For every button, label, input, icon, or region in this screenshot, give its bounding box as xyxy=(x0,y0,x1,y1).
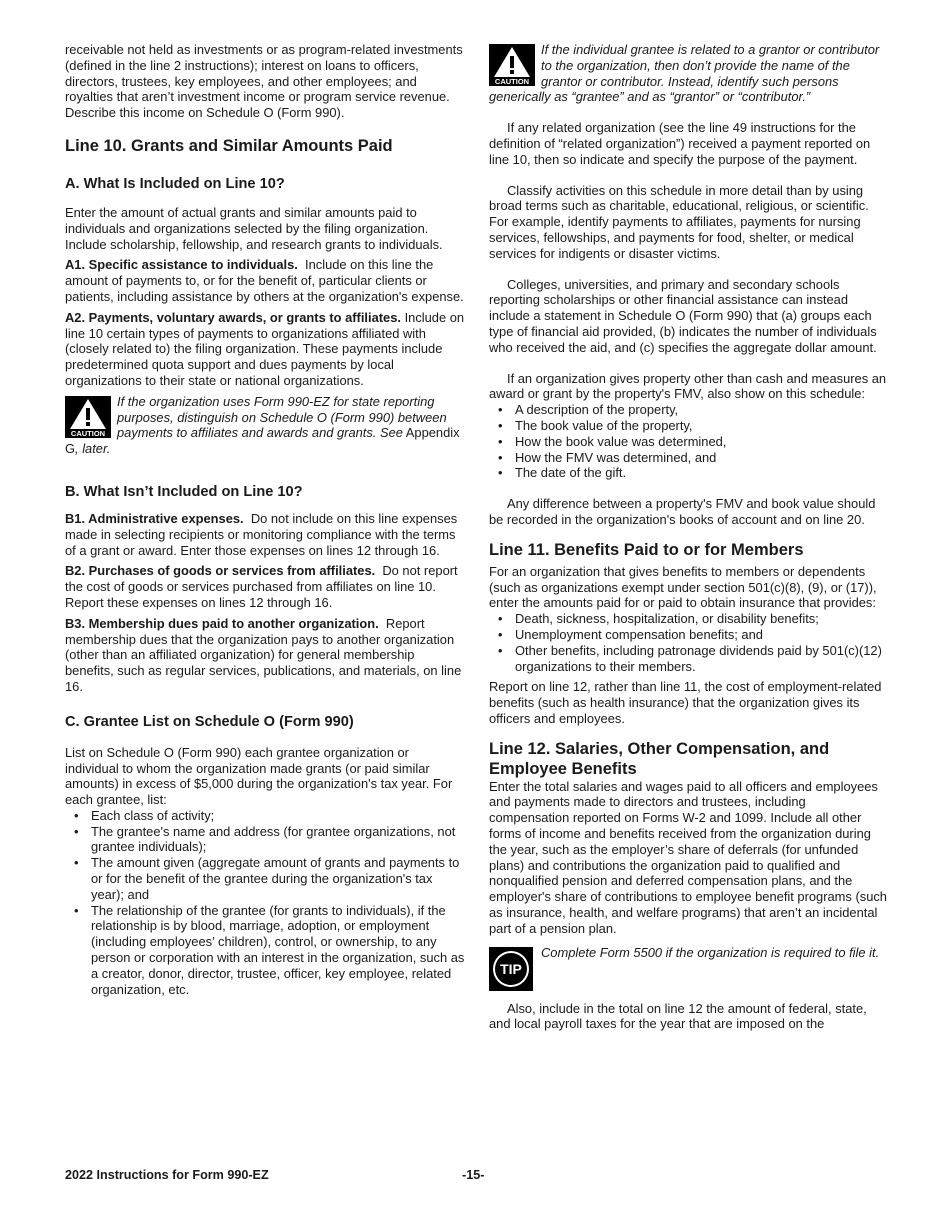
section-c-heading: C. Grantee List on Schedule O (Form 990) xyxy=(65,713,354,730)
list-item: • The date of the gift. xyxy=(489,465,887,481)
list-item: • The relationship of the grantee (for grants to individuals), if the relationship is by blood, marriage, adoption, or employment (including employees’ children), control, or ownership, to any person or corporation with an interest in the organization, such as a creator, donor, director, trustee, officer, key employee, related organization, etc. xyxy=(65,903,465,998)
property-list xyxy=(489,402,887,481)
benefits-list xyxy=(489,611,887,674)
list-item: • The amount given (aggregate amount of grants and payments to or for the benefit of the grantee during the organization's tax year); and xyxy=(65,855,465,902)
caution-note-affiliates xyxy=(65,394,465,457)
section-c-text: List on Schedule O (Form 990) each grantee organization or individual to whom the organization made grants (or paid similar amounts) in excess of $5,000 during the organization's tax year. For each grantee, list: xyxy=(65,744,453,808)
tip-icon-label: TIP xyxy=(500,960,522,977)
section-a-text: Enter the amount of actual grants and similar amounts paid to individuals and organizations selected by the filing organization. Include scholarship, fellowship, and research grants to individuals. xyxy=(65,204,443,252)
b1-label: B1. Administrative expenses. xyxy=(65,510,244,526)
classify-paragraph: Classify activities on this schedule in more detail than by using broad terms such as charitable, educational, religious, or scientific. For example, identify payments to affiliates, payments for nursing services, fellowships, and payments for food, shelter, or medical services for indigents or disaster victims. xyxy=(489,182,869,261)
list-item: • How the FMV was determined, and xyxy=(489,450,887,466)
caution-text: If the organization uses Form 990-EZ for state reporting purposes, distinguish on Schedule O (Form 990) between payments to affiliates and awards and grants. See xyxy=(117,393,447,441)
line11-after-text: Report on line 12, rather than line 11, the cost of employment-related benefits (such as health insurance) that the organization gives its officers and employees. xyxy=(489,679,882,726)
list-item: • The book value of the property, xyxy=(489,418,887,434)
footer-doc-title: 2022 Instructions for Form 990-EZ xyxy=(65,1168,269,1182)
payroll-taxes-paragraph: Also, include in the total on line 12 the amount of federal, state, and local payroll taxes for the year that are imposed on the xyxy=(489,1000,867,1032)
line12-heading: Line 12. Salaries, Other Compensation, and Employee Benefits xyxy=(489,739,830,778)
caution-ref: Appendix G xyxy=(65,425,460,457)
list-item: • The grantee's name and address (for grantee organizations, not grantee individuals); xyxy=(65,824,465,856)
a1-paragraph xyxy=(65,257,465,304)
colleges-paragraph: Colleges, universities, and primary and secondary schools reporting scholarships or other financial assistance can instead include a statement in Schedule O (Form 990) that (a) groups each type of financial aid provided, (b) indicates the number of individuals who received the aid, and (c) specifies the aggregate dollar amount. xyxy=(489,276,877,355)
tip-icon xyxy=(489,947,533,991)
caution-text: If the individual grantee is related to a grantor or contributor to the organization, then don’t provide the name of the grantor or contributor. Instead, identify such persons generically as “grantee” and as “grantor” or “contributor.” xyxy=(489,42,880,105)
a1-text: Include on this line the amount of payments to, or for the benefit of, particular clients or patients, including assistance by others at the organization's expense. xyxy=(65,257,464,304)
grantee-list xyxy=(65,808,465,998)
b1-text: Do not include on this line expenses made in selecting recipients or monitoring compliance with the terms of a grant or award. Enter those expenses on lines 12 through 16. xyxy=(65,510,458,558)
line11-text: For an organization that gives benefits to members or dependents (such as organizations exempt under section 501(c)(8), (9), or (17)), enter the amounts paid for or paid to obtain insurance that provides: xyxy=(489,563,877,611)
b3-label: B3. Membership dues paid to another organization. xyxy=(65,615,379,631)
b2-text: Do not report the cost of goods or services purchased from affiliates on line 10. Report these expenses on lines 12 through 16. xyxy=(65,563,458,610)
line11-heading: Line 11. Benefits Paid to or for Members xyxy=(489,540,804,559)
left-column xyxy=(65,42,465,997)
b1-paragraph xyxy=(65,511,465,558)
line12-text: Enter the total salaries and wages paid to all officers and employees and payments made to directors and trustees, including compensation reported on Forms W-2 and 1099. Include all other forms of income and benefits received from the organization during the year, such as the employer’s share of deferrals (for unfunded plans) and contributions the organization paid to qualified and nonqualified pension and deferred compensation plans, and the employer's share of contributions to employee benefit programs (such as insurance, health, and welfare programs) that aren’t an incidental part of a pension plan. xyxy=(489,778,887,936)
list-item: • Other benefits, including patronage dividends paid by 501(c)(12) organizations to their members. xyxy=(489,643,887,675)
list-item: • Death, sickness, hospitalization, or disability benefits; xyxy=(489,611,887,627)
footer-page-number: -15- xyxy=(462,1168,485,1182)
caution-end: , later. xyxy=(75,441,111,457)
a2-paragraph xyxy=(65,310,465,389)
property-paragraph: If an organization gives property other than cash and measures an award or grant by the property's FMV, also show on this schedule: xyxy=(489,370,887,402)
intro-paragraph: receivable not held as investments or as program-related investments (defined in the line 2 instructions); interest on loans to officers, directors, trustees, key employees, and other employees; and royalties that aren’t investment income or program service revenue. Describe this income on Schedule O (Form 990). xyxy=(65,42,463,121)
a2-label: A2. Payments, voluntary awards, or grants to affiliates. xyxy=(65,309,401,325)
a1-label: A1. Specific assistance to individuals. xyxy=(65,257,298,273)
caution-icon xyxy=(65,396,111,438)
list-item: • Unemployment compensation benefits; and xyxy=(489,627,887,643)
section-a-heading: A. What Is Included on Line 10? xyxy=(65,175,285,192)
fmv-difference-paragraph: Any difference between a property's FMV and book value should be recorded in the organization's books of account and on line 20. xyxy=(489,496,876,527)
b3-paragraph xyxy=(65,616,465,695)
list-item: • How the book value was determined, xyxy=(489,434,887,450)
tip-note xyxy=(489,945,887,991)
tip-text: Complete Form 5500 if the organization is required to file it. xyxy=(541,944,880,960)
a2-text: Include on line 10 certain types of payments to organizations affiliated with (closely related to) the filing organization. These payments include predetermined quota support and dues payments by local organizations to their state or national organizations. xyxy=(65,309,465,388)
related-org-paragraph: If any related organization (see the line 49 instructions for the definition of “related organization”) received a payment reported on line 10, then so indicate and specify the purpose of the payment. xyxy=(489,120,871,167)
caution-icon-label: CAUTION xyxy=(70,428,106,438)
b2-label: B2. Purchases of goods or services from affiliates. xyxy=(65,563,376,579)
caution-icon-label: CAUTION xyxy=(494,77,530,86)
b2-paragraph xyxy=(65,563,465,610)
right-column xyxy=(489,42,887,1032)
line10-heading: Line 10. Grants and Similar Amounts Paid xyxy=(65,136,393,155)
caution-icon xyxy=(489,44,535,86)
list-item: • A description of the property, xyxy=(489,402,887,418)
list-item: • Each class of activity; xyxy=(65,808,465,824)
b3-text: Report membership dues that the organization pays to another organization (other than an affiliated organization) for general membership benefits, such as regular services, publications, and materials, on line 16. xyxy=(65,615,462,694)
caution-note-grantee xyxy=(489,42,887,105)
section-b-heading: B. What Isn’t Included on Line 10? xyxy=(65,483,303,500)
